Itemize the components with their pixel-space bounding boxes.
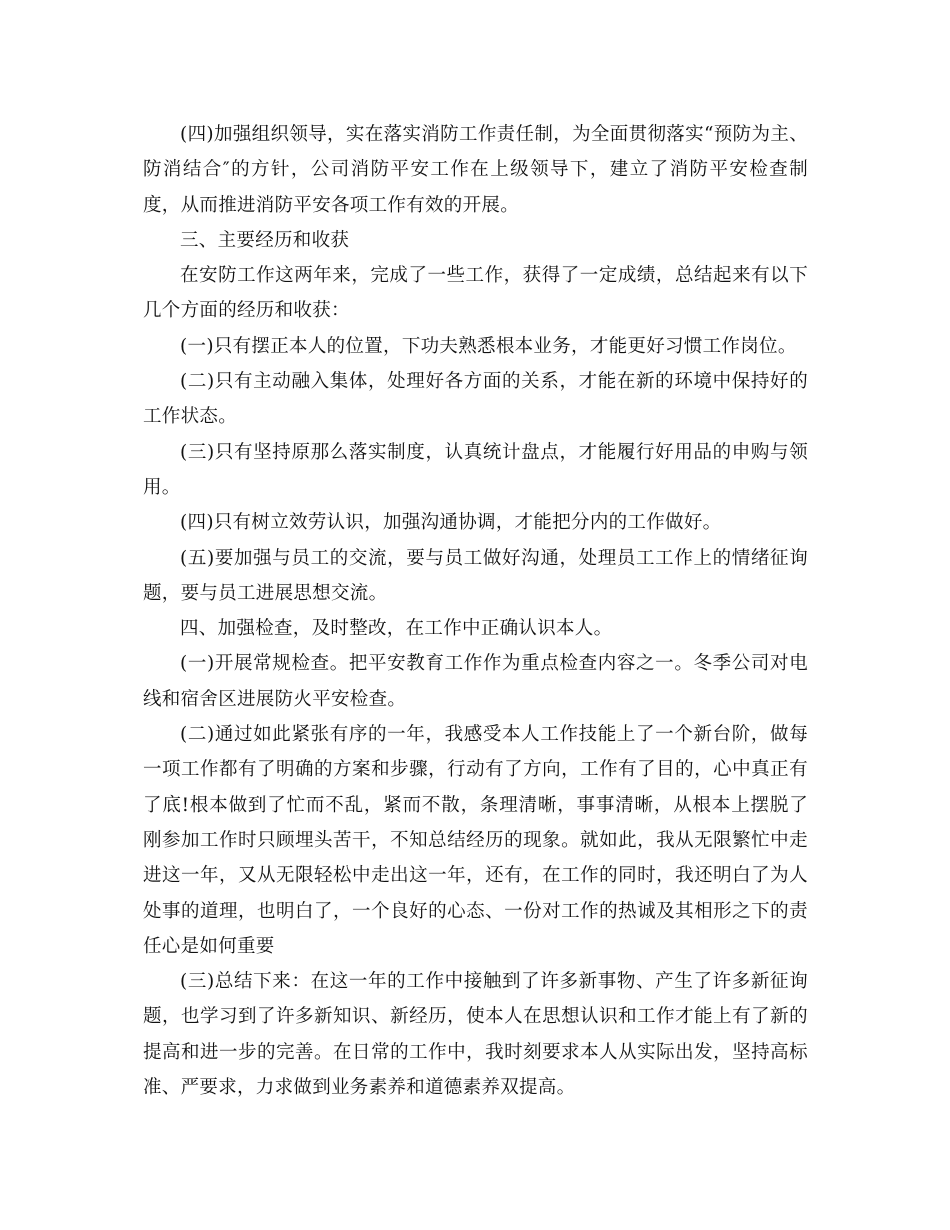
document-body	[143, 117, 808, 1105]
list-item: (五)要加强与员工的交流，要与员工做好沟通，处理员工工作上的情绪征询题，要与员工进展思想交流。	[143, 547, 808, 604]
section-heading-inspection: 四、加强检查，及时整改，在工作中正确认识本人。	[180, 618, 613, 640]
list-item: (二)通过如此紧张有序的一年，我感受本人工作技能上了一个新台阶，做每一项工作都有了明确的方案和步骤，行动有了方向，工作有了目的，心中真正有了底!根本做到了忙而不乱，紧而不散，条理清晰，事事清晰，从根本上摆脱了刚参加工作时只顾埋头苦干，不知总结经历的现象。就如此，我从无限繁忙中走进这一年，又从无限轻松中走出这一年，还有，在工作的同时，我还明白了为人处事的道理，也明白了，一个良好的心态、一份对工作的热诚及其相形之下的责任心是如何重要	[143, 724, 808, 957]
list-item: (一)开展常规检查。把平安教育工作作为重点检查内容之一。冬季公司对电线和宿舍区进展防火平安检查。	[143, 653, 808, 710]
list-item: (一)只有摆正本人的位置，下功夫熟悉根本业务，才能更好习惯工作岗位。	[180, 335, 797, 357]
list-item: (三)总结下来：在这一年的工作中接触到了许多新事物、产生了许多新征询题，也学习到了许多新知识、新经历，使本人在思想认识和工作才能上有了新的提高和进一步的完善。在日常的工作中，我时刻要求本人从实际出发，坚持高标准、严要求，力求做到业务素养和道德素养双提高。	[143, 971, 808, 1099]
list-item: (三)只有坚持原那么落实制度，认真统计盘点，才能履行好用品的申购与领用。	[143, 441, 808, 498]
section-heading-experience: 三、主要经历和收获	[180, 229, 350, 251]
list-item: (四)只有树立效劳认识，加强沟通协调，才能把分内的工作做好。	[180, 512, 722, 534]
list-item: (二)只有主动融入集体，处理好各方面的关系，才能在新的环境中保持好的工作状态。	[143, 371, 808, 428]
paragraph-fire-safety-leadership: (四)加强组织领导，实在落实消防工作责任制，为全面贯彻落实“预防为主、防消结合″的方针，公司消防平安工作在上级领导下，建立了消防平安检查制度，从而推进消防平安各项工作有效的开展。	[143, 124, 808, 216]
paragraph-experience-intro: 在安防工作这两年来，完成了一些工作，获得了一定成绩，总结起来有以下几个方面的经历和收获：	[143, 265, 808, 322]
